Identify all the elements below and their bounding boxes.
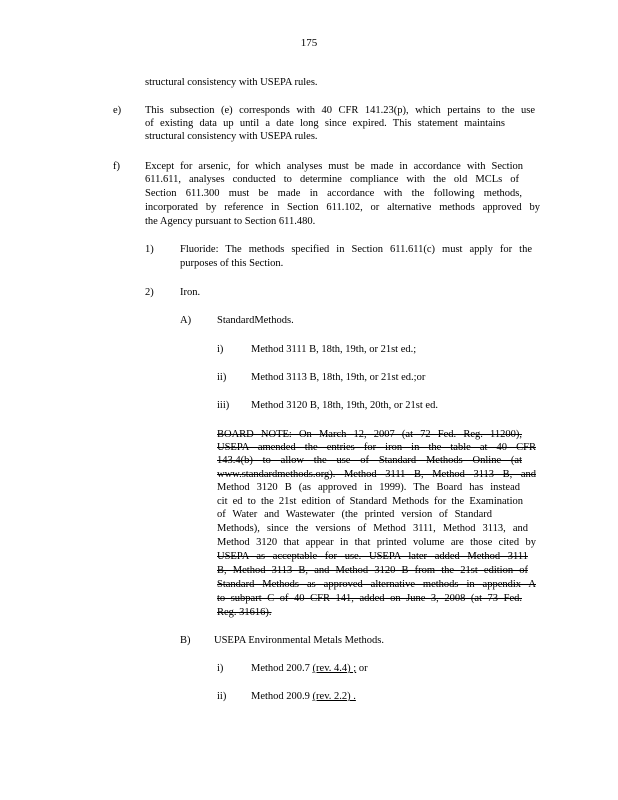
subsection-f-line: the Agency pursuant to Section 611.480.	[145, 216, 316, 227]
page-number: 175	[300, 37, 318, 49]
item-1-label: 1)	[145, 244, 154, 255]
item-2-text: Iron.	[180, 287, 201, 298]
subsection-f-line: 611.611, analyses conducted to determine compliance with the old MCLs of	[145, 174, 519, 185]
method-label: i)	[217, 663, 224, 674]
board-note-text: Standard Methods as approved alternative methods in appendix A	[217, 579, 536, 590]
method-text: Method 3111 B, 18th, 19th, or 21st ed.;	[251, 344, 417, 355]
subsection-f-line: Section 611.300 must be made in accordance with the following methods,	[145, 188, 522, 199]
board-note-text: cit ed to the 21st edition of Standard Methods for the Examination	[217, 496, 523, 507]
item-A-text: StandardMethods.	[217, 315, 294, 326]
method-text: Method 3120 B, 18th, 19th, 20th, or 21st ed.	[251, 400, 438, 411]
board-note-text: Methods), since the versions of Method 3111, Method 3113, and	[217, 523, 528, 534]
method-text: Method 3113 B, 18th, 19th, or 21st ed.;or	[251, 372, 426, 383]
board-note-text: Method 3120 that appear in that printed volume are those cited by	[217, 537, 536, 548]
subsection-f-line: Except for arsenic, for which analyses must be made in accordance with Section	[145, 161, 523, 172]
board-note-text: www.standardmethods.org). Method 3111 B, Method 3113 B, and	[217, 469, 536, 480]
method-revision: (rev. 2.2) .	[312, 691, 356, 702]
method-label: ii)	[217, 691, 227, 702]
board-note-text: 143.4(b) to allow the use of Standard Methods Online (at	[217, 455, 522, 466]
board-note-text: Method 3120 B (as approved in 1999). The Board has instead	[217, 482, 520, 493]
item-1-line: purposes of this Section.	[180, 258, 284, 269]
board-note-line	[217, 454, 522, 467]
subsection-f-line: incorporated by reference in Section 611.102, or alternative methods approved by	[145, 202, 540, 213]
method-label: i)	[217, 344, 224, 355]
board-note-text: USEPA amended the entries for iron in the table at 40 CFR	[217, 442, 536, 453]
method-label: ii)	[217, 372, 227, 383]
board-note-text: B, Method 3113 B, and Method 3120 B from the 21st edition of	[217, 565, 528, 576]
board-note-text: BOARD NOTE: On March 12, 2007 (at 72 Fed. Reg. 11200),	[217, 429, 522, 440]
method-name: Method 200.9	[251, 691, 310, 702]
subsection-f-text	[145, 173, 519, 186]
item-B-text: USEPA Environmental Metals Methods.	[214, 635, 384, 646]
board-note-line	[217, 481, 520, 494]
board-note-line	[217, 522, 528, 535]
subsection-f-text	[145, 160, 523, 173]
subsection-e-text	[145, 104, 535, 117]
board-note-line	[217, 550, 528, 563]
item-B-label: B)	[180, 635, 191, 646]
subsection-f-text	[145, 201, 540, 214]
item-A-label: A)	[180, 315, 192, 326]
subsection-e-line: structural consistency with USEPA rules.	[145, 131, 318, 142]
subsection-e-line: of existing data up until a date long since expired. This statement maintains	[145, 118, 505, 129]
board-note-line	[217, 508, 492, 521]
subsection-f-text	[145, 187, 522, 200]
method-suffix: or	[358, 663, 368, 674]
board-note-text: to subpart C of 40 CFR 141, added on June 3, 2008 (at 73 Fed.	[217, 593, 522, 604]
continuation-text: structural consistency with USEPA rules.	[145, 77, 318, 88]
subsection-e-line: This subsection (e) corresponds with 40 CFR 141.23(p), which pertains to the use	[145, 105, 535, 116]
board-note-line	[217, 428, 522, 441]
item-1-line: Fluoride: The methods specified in Section 611.611(c) must apply for the	[180, 244, 532, 255]
method-revision: (rev. 4.4) ;	[312, 663, 357, 674]
board-note-text: USEPA as acceptable for use. USEPA later added Method 3111	[217, 551, 528, 562]
board-note-line	[217, 592, 522, 605]
method-text	[251, 662, 368, 675]
board-note-line	[217, 441, 536, 454]
item-1-text	[180, 243, 532, 256]
board-note-line	[217, 536, 536, 549]
board-note-line	[217, 578, 536, 591]
board-note-text: of Water and Wastewater (the printed version of Standard	[217, 509, 492, 520]
board-note-line	[217, 468, 536, 481]
subsection-e-label: e)	[113, 105, 122, 116]
board-note-line	[217, 495, 523, 508]
item-2-label: 2)	[145, 287, 154, 298]
board-note-text: Reg. 31616).	[217, 607, 272, 618]
method-label: iii)	[217, 400, 230, 411]
subsection-f-label: f)	[113, 161, 120, 172]
subsection-e-text	[145, 117, 505, 130]
board-note-line	[217, 564, 528, 577]
method-text	[251, 690, 356, 703]
method-name: Method 200.7	[251, 663, 310, 674]
